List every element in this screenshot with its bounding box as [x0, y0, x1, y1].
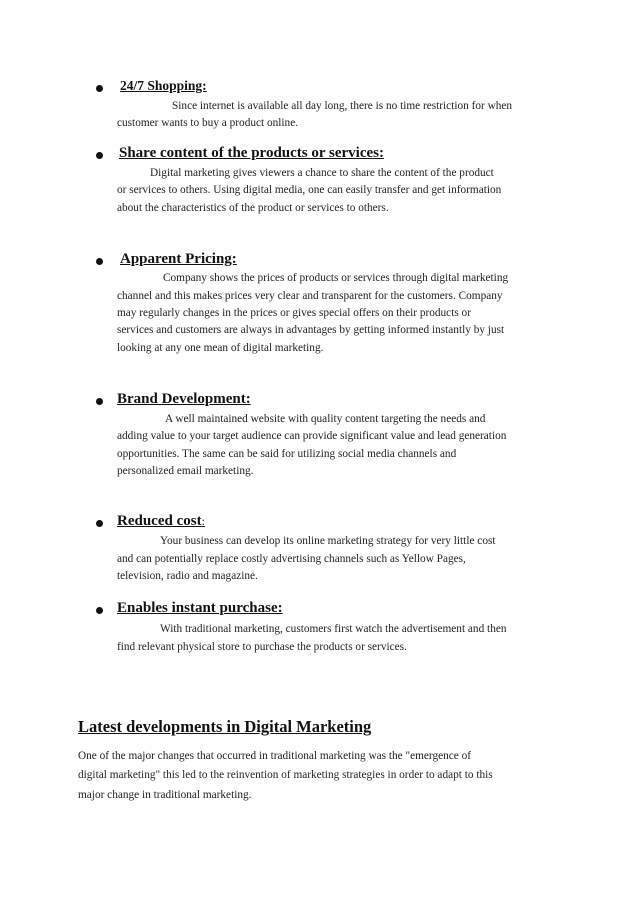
bullet-icon [96, 258, 103, 265]
item-heading: Brand Development: [117, 391, 251, 407]
item-text-line: Company shows the prices of products or services through digital marketing [163, 272, 509, 284]
bullet-icon [96, 607, 103, 614]
item-text-line: services and customers are always in advantages by getting informed instantly by just [117, 324, 505, 336]
item-text-line: may regularly changes in the prices or gives special offers on their products or [117, 307, 471, 319]
bullet-icon [96, 85, 103, 92]
item-heading: Enables instant purchase: [117, 600, 283, 616]
item-text-line: television, radio and magazine. [117, 570, 258, 582]
item-heading: Reduced cost: [117, 513, 205, 529]
item-text-line: opportunities. The same can be said for utilizing social media channels and [117, 448, 457, 460]
item-text-line: customer wants to buy a product online. [117, 117, 299, 129]
section-title: Latest developments in Digital Marketing [78, 717, 372, 736]
item-heading: Apparent Pricing: [120, 251, 237, 267]
item-text-line: adding value to your target audience can provide significant value and lead generation [117, 430, 507, 442]
item-text-line: channel and this makes prices very clear and transparent for the customers. Company [117, 290, 503, 302]
item-text-line: looking at any one mean of digital marketing. [117, 342, 324, 354]
bullet-icon [96, 398, 103, 405]
item-text-line: about the characteristics of the product or services to others. [117, 202, 389, 214]
item-heading: 24/7 Shopping: [120, 78, 207, 93]
item-text-line: find relevant physical store to purchase the products or services. [117, 641, 407, 653]
item-heading: Share content of the products or services: [119, 145, 384, 161]
item-text-line: Since internet is available all day long, there is no time restriction for when [172, 100, 513, 112]
item-text-line: and can potentially replace costly advertising channels such as Yellow Pages, [117, 553, 466, 565]
heading-suffix: : [201, 514, 205, 528]
section-text-line: digital marketing" this led to the reinvention of marketing strategies in order to adapt to this [78, 769, 493, 781]
section-text-line: One of the major changes that occurred in traditional marketing was the "emergence of [78, 750, 472, 762]
section-text-line: major change in traditional marketing. [78, 789, 252, 801]
bullet-icon [96, 152, 103, 159]
item-text-line: Your business can develop its online marketing strategy for very little cost [160, 535, 496, 547]
item-text-line: With traditional marketing, customers first watch the advertisement and then [160, 623, 507, 635]
bullet-icon [96, 520, 103, 527]
item-text-line: A well maintained website with quality content targeting the needs and [165, 413, 486, 425]
item-text-line: Digital marketing gives viewers a chance to share the content of the product [150, 167, 494, 179]
item-text-line: or services to others. Using digital media, one can easily transfer and get information [117, 184, 502, 196]
item-text-line: personalized email marketing. [117, 465, 254, 477]
